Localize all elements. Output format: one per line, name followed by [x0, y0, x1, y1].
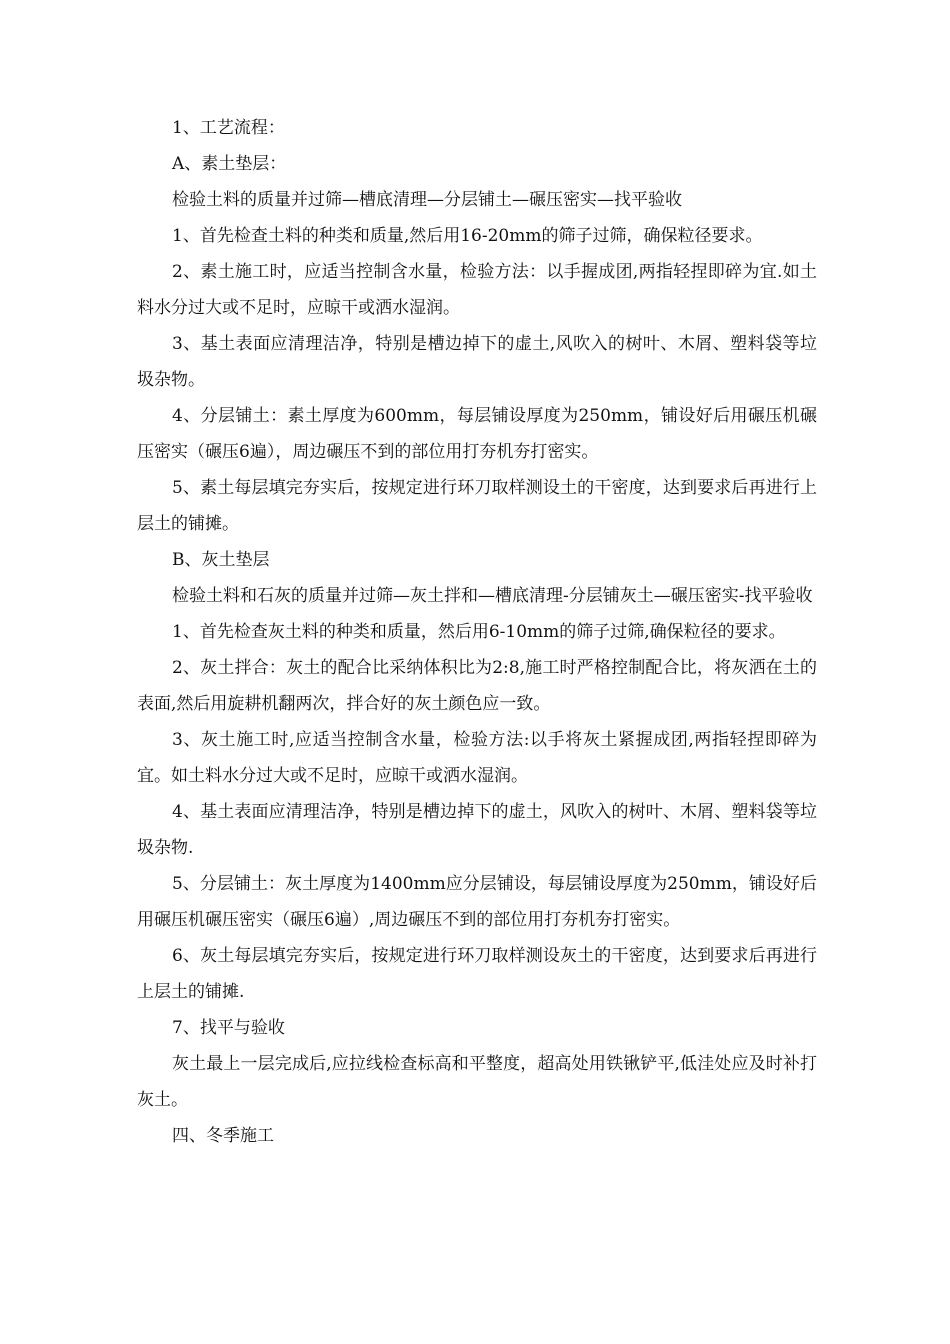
paragraph-plain-soil-step-4: 4、分层铺土：素土厚度为600mm，每层铺设厚度为250mm，铺设好后用碾压机碾压密实（碾压6遍），周边碾压不到的部位用打夯机夯打密实。 — [137, 406, 817, 462]
paragraph-plain-soil-step-2: 2、素土施工时，应适当控制含水量，检验方法：以手握成团,两指轻捏即碎为宜.如土料水分过大或不足时，应晾干或洒水湿润。 — [137, 262, 817, 318]
document-body — [137, 110, 817, 1154]
paragraph-lime-soil-step-1: 1、首先检查灰土料的种类和质量，然后用6-10mm的筛子过筛,确保粒径的要求。 — [172, 622, 786, 642]
paragraph-winter-heading: 四、冬季施工 — [172, 1126, 274, 1146]
paragraph-leveling-heading: 7、找平与验收 — [172, 1018, 285, 1038]
paragraph-plain-soil-flow: 检验土料的质量并过筛—槽底清理—分层铺土—碾压密实—找平验收 — [172, 190, 682, 210]
paragraph-lime-soil-step-2: 2、灰土拌合：灰土的配合比采纳体积比为2:8,施工时严格控制配合比，将灰洒在土的表面,然后用旋耕机翻两次，拌合好的灰土颜色应一致。 — [137, 658, 817, 714]
paragraph-lime-soil-heading: B、灰土垫层 — [172, 550, 270, 570]
paragraph-lime-soil-step-5: 5、分层铺土：灰土厚度为1400mm应分层铺设，每层铺设厚度为250mm，铺设好后用碾压机碾压密实（碾压6遍）,周边碾压不到的部位用打夯机夯打密实。 — [137, 874, 817, 930]
paragraph-lime-soil-step-6: 6、灰土每层填完夯实后，按规定进行环刀取样测设灰土的干密度，达到要求后再进行上层土的铺摊. — [137, 946, 817, 1002]
paragraph-leveling-body: 灰土最上一层完成后,应拉线检查标高和平整度，超高处用铁锹铲平,低洼处应及时补打灰土。 — [137, 1054, 817, 1110]
paragraph-lime-soil-step-4: 4、基土表面应清理洁净，特别是槽边掉下的虚土，风吹入的树叶、木屑、塑料袋等垃圾杂物. — [137, 802, 817, 858]
paragraph-plain-soil-step-5: 5、素土每层填完夯实后，按规定进行环刀取样测设土的干密度，达到要求后再进行上层土的铺摊。 — [137, 478, 817, 534]
paragraph-plain-soil-step-1: 1、首先检查土料的种类和质量,然后用16-20mm的筛子过筛，确保粒径要求。 — [172, 226, 763, 246]
paragraph-lime-soil-flow: 检验土料和石灰的质量并过筛—灰土拌和—槽底清理-分层铺灰土—碾压密实-找平验收 — [172, 586, 813, 606]
paragraph-plain-soil-heading: A、素土垫层： — [172, 154, 287, 174]
paragraph-lime-soil-step-3: 3、灰土施工时,应适当控制含水量，检验方法:以手将灰土紧握成团,两指轻捏即碎为宜。如土料水分过大或不足时，应晾干或洒水湿润。 — [137, 730, 817, 786]
paragraph-plain-soil-step-3: 3、基土表面应清理洁净，特别是槽边掉下的虚土,风吹入的树叶、木屑、塑料袋等垃圾杂物。 — [137, 334, 817, 390]
paragraph-process-heading: 1、工艺流程： — [172, 118, 285, 138]
